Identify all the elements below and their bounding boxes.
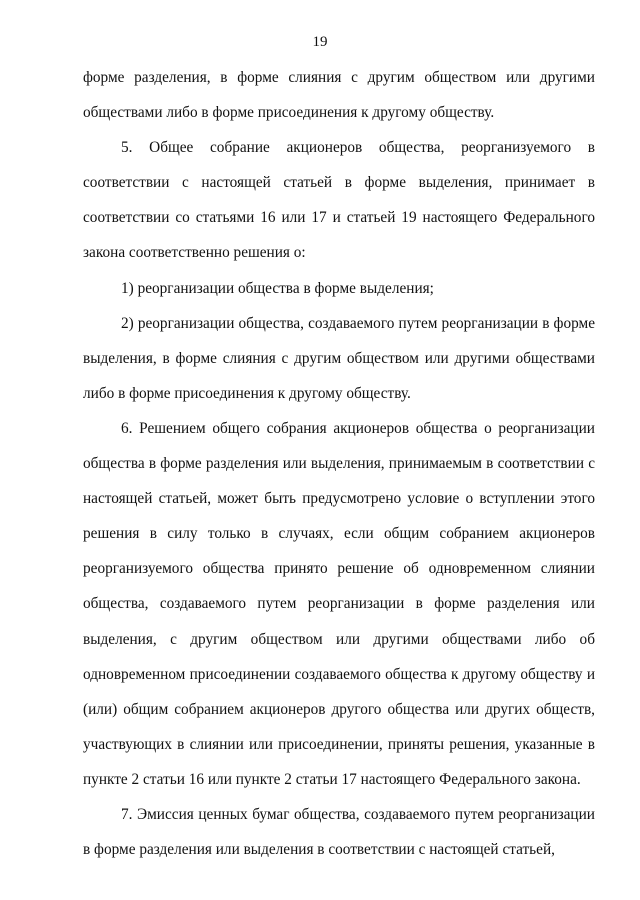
paragraph-subitem-2: 2) реорганизации общества, создаваемого путем реорганизации в форме выделения, в форме слияния с другим обществом или другими обществами либо в форме присоединения к другому обществу.: [83, 314, 595, 402]
document-body: [83, 60, 595, 867]
paragraph-item-5: 5. Общее собрание акционеров общества, реорганизуемого в соответствии с настоящей статьей в форме выделения, принимает в соответствии со статьями 16 или 17 и статьей 19 настоящего Федерального закона соответственно решения о:: [83, 139, 595, 262]
paragraph-item-6: 6. Решением общего собрания акционеров общества о реорганизации общества в форме разделения или выделения, принимаемым в соответствии с настоящей статьей, может быть предусмотрено условие о вступлении этого решения в силу только в случаях, если общим собранием акционеров реорганизуемого общества принято решение об одновременном слиянии общества, создаваемого путем реорганизации в форме разделения или выделения, с другим обществом или другими обществами либо об одновременном присоединении создаваемого общества к другому обществу и (или) общим собранием акционеров другого общества или других обществ, участвующих в слиянии или присоединении, приняты решения, указанные в пункте 2 статьи 16 или пункте 2 статьи 17 настоящего Федерального закона.: [83, 419, 595, 788]
page-number: 19: [312, 34, 328, 50]
paragraph-subitem-1: 1) реорганизации общества в форме выделения;: [121, 279, 434, 297]
paragraph-continuation: форме разделения, в форме слияния с другим обществом или другими обществами либо в форме присоединения к другому обществу.: [83, 69, 595, 122]
paragraph-item-7: 7. Эмиссия ценных бумаг общества, создаваемого путем реорганизации в форме разделения или выделения в соответствии с настоящей статьей,: [83, 805, 595, 859]
